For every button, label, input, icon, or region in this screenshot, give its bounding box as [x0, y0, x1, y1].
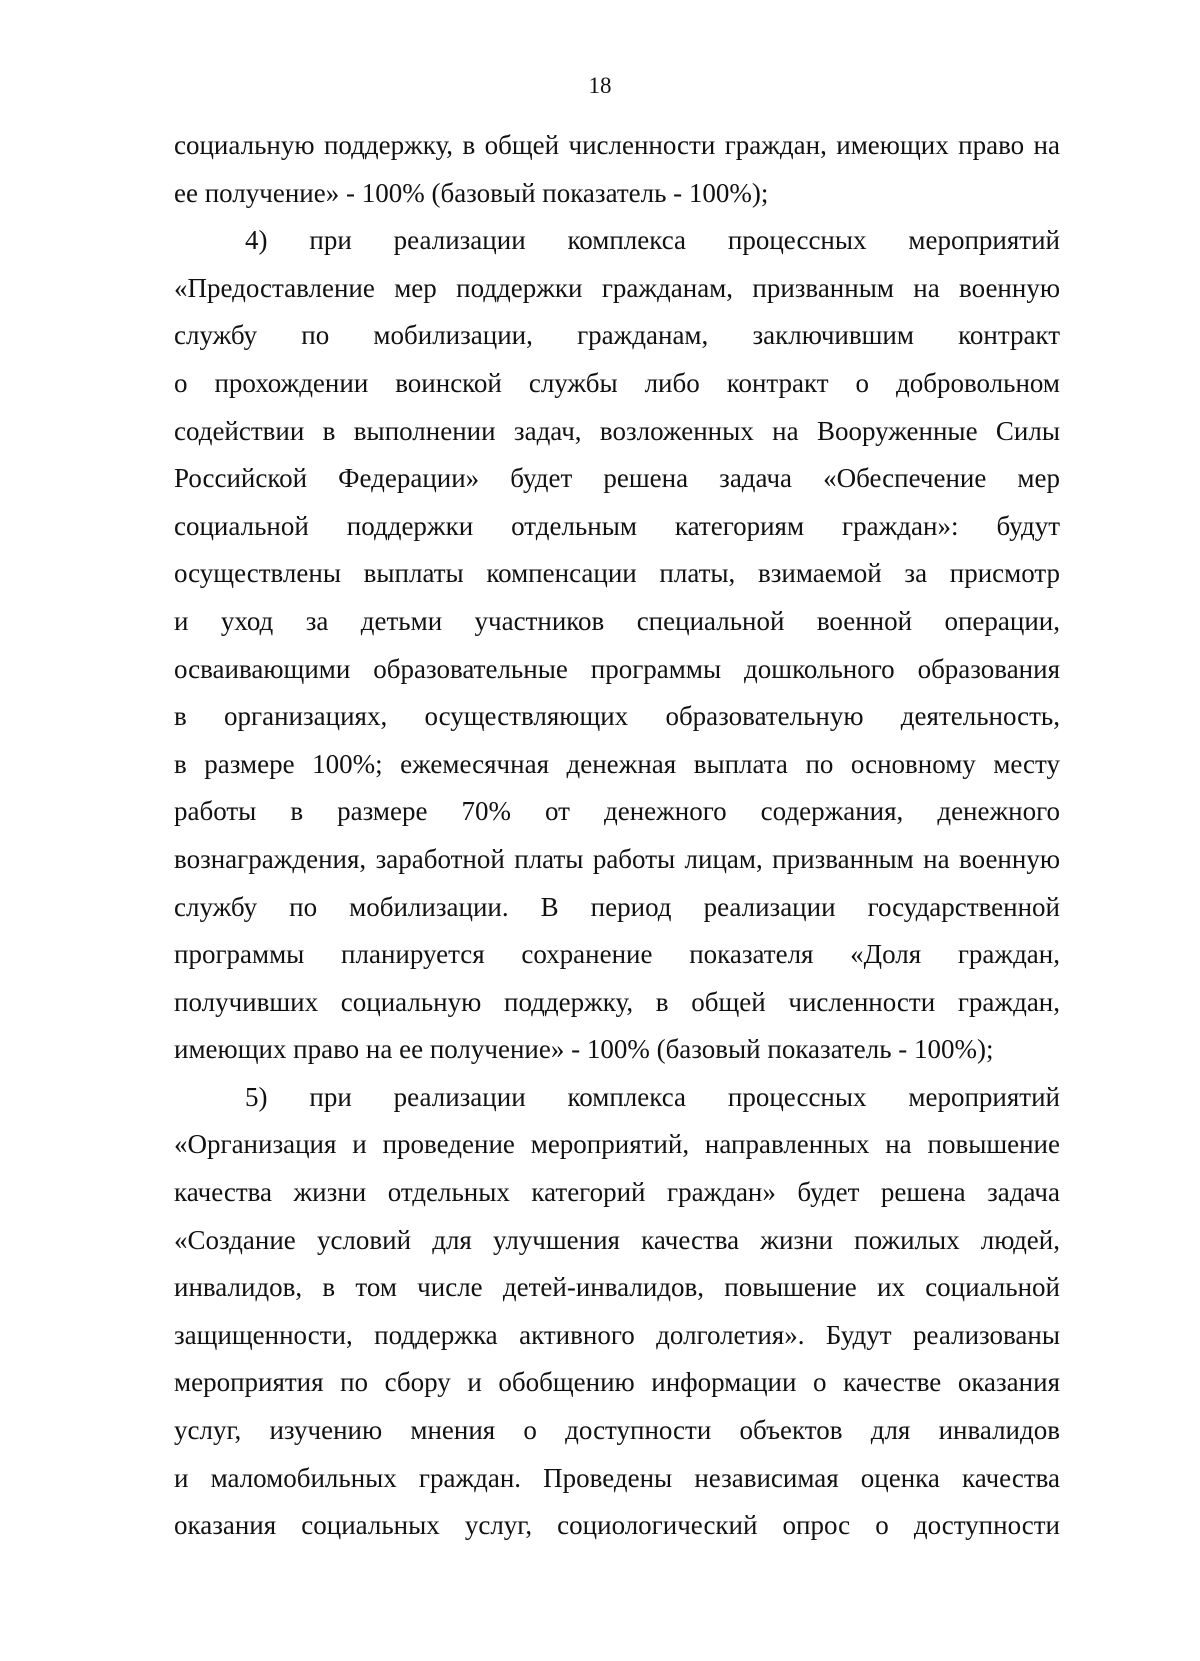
text-line: в размере 100%; ежемесячная денежная выплата по основному месту: [174, 748, 1060, 779]
text-line: «Организация и проведение мероприятий, направленных на повышение: [174, 1129, 1060, 1160]
text-line: имеющих право на ее получение» - 100% (базовый показатель - 100%);: [174, 1034, 994, 1065]
text-line: услуг, изучению мнения о доступности объектов для инвалидов: [174, 1415, 1060, 1446]
text-line: социальной поддержки отдельным категориям граждан»: будут: [174, 510, 1060, 541]
text-line: работы в размере 70% от денежного содержания, денежного: [174, 796, 1060, 827]
text-line: службу по мобилизации, гражданам, заключившим контракт: [174, 320, 1060, 351]
text-line: осуществлены выплаты компенсации платы, взимаемой за присмотр: [174, 558, 1060, 589]
page-number: 18: [588, 73, 612, 98]
text-line: Российской Федерации» будет решена задача «Обеспечение мер: [174, 463, 1060, 494]
text-line: 5) при реализации комплекса процессных мероприятий: [245, 1081, 1060, 1112]
text-line: о прохождении воинской службы либо контракт о добровольном: [174, 367, 1060, 398]
text-line: качества жизни отдельных категорий граждан» будет решена задача: [174, 1177, 1060, 1208]
text-line: программы планируется сохранение показателя «Доля граждан,: [174, 939, 1060, 970]
body-text: [174, 122, 1060, 1550]
text-line: и уход за детьми участников специальной военной операции,: [174, 605, 1060, 636]
text-line: «Создание условий для улучшения качества жизни пожилых людей,: [174, 1224, 1060, 1255]
text-line: получивших социальную поддержку, в общей численности граждан,: [174, 986, 1060, 1017]
text-line: в организациях, осуществляющих образовательную деятельность,: [174, 701, 1060, 732]
text-line: и маломобильных граждан. Проведены независимая оценка качества: [174, 1462, 1060, 1493]
text-line: службу по мобилизации. В период реализации государственной: [174, 891, 1060, 922]
text-line: осваивающими образовательные программы дошкольного образования: [174, 653, 1060, 684]
text-line: социальную поддержку, в общей численности граждан, имеющих право на: [174, 130, 1060, 160]
text-line: ее получение» - 100% (базовый показатель - 100%);: [174, 177, 769, 208]
text-line: вознаграждения, заработной платы работы лицам, призванным на военную: [174, 843, 1060, 874]
text-line: «Предоставление мер поддержки гражданам, призванным на военную: [174, 272, 1060, 303]
text-line: 4) при реализации комплекса процессных мероприятий: [245, 225, 1060, 256]
text-line: содействии в выполнении задач, возложенных на Вооруженные Силы: [174, 415, 1060, 446]
text-line: оказания социальных услуг, социологический опрос о доступности: [174, 1510, 1060, 1541]
text-line: инвалидов, в том числе детей-инвалидов, повышение их социальной: [174, 1272, 1060, 1303]
text-line: мероприятия по сбору и обобщению информации о качестве оказания: [174, 1367, 1060, 1398]
text-line: защищенности, поддержка активного долголетия». Будут реализованы: [174, 1319, 1060, 1350]
